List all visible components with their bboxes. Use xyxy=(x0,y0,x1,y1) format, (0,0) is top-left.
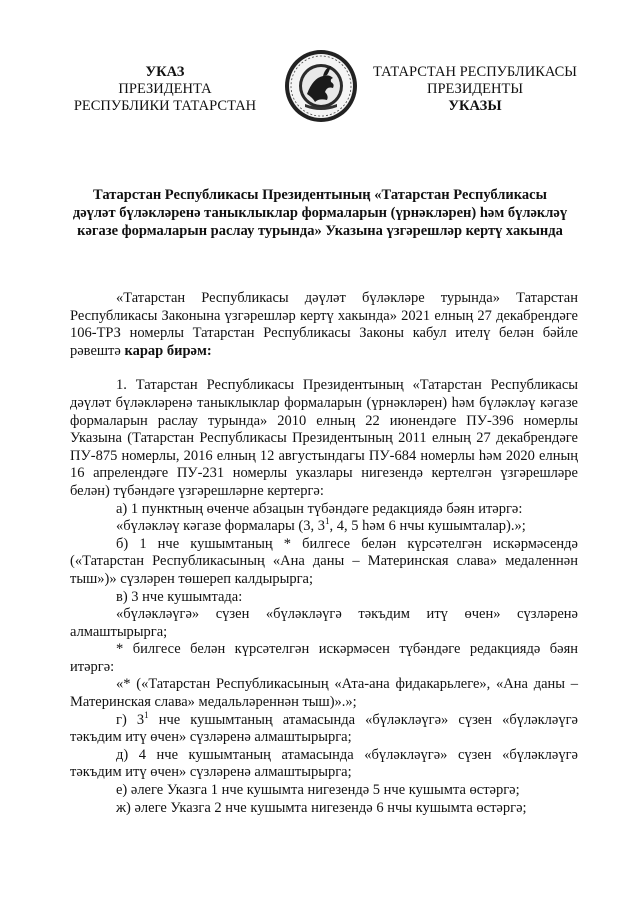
header-right-line-1: ТАТАРСТАН РЕСПУБЛИКАСЫ xyxy=(373,64,577,80)
point-v-1: «бүләкләүгә» сүзен «бүләкләүгә тәкъдим итү өчен» сүзләренә алмаштырырга; xyxy=(70,606,578,640)
point-v-3: «* («Татарстан Республикасының «Ата-ана фидакарьлеге», «Ана даны – Материнская слава» медальләреннән тыш)».»; xyxy=(70,676,578,711)
decree-title: Татарстан Республикасы Президентының «Татарстан Республикасы дәүләт бүләкләренә таныклыклар формаларын (үрнәкләрен) һәм бүләкләү кәгазе формаларын раслау турында» Указына үзгәрешләр кертү хакында xyxy=(72,187,568,239)
point-g-pre: г) 3 xyxy=(116,711,145,728)
point-g-sup: 1 xyxy=(144,709,149,720)
header-left-line-2: ПРЕЗИДЕНТА xyxy=(118,81,212,97)
point-g xyxy=(70,709,578,747)
point-d: д) 4 нче кушымтаның атамасында «бүләкләүгә» сүзен «бүләкләүгә тәкъдим итү өчен» сүзләренә алмаштырырга; xyxy=(70,746,578,781)
header-left-line-1: УКАЗ xyxy=(145,64,185,80)
intro-bold: карар бирәм: xyxy=(124,342,212,359)
intro-text: «Татарстан Республикасы дәүләт бүләкләре турында» Татарстан Республикасы Законына үзгәрешләр кертү хакында» 2021 елның 27 декабрендәге 106-ТРЗ номерлы Татарстан Республикасы Законы кабул ителү белән бәйле рәвештә xyxy=(70,290,578,359)
header-left-russian xyxy=(60,64,270,115)
decree-body xyxy=(70,290,578,817)
point-v: в) 3 нче кушымтада: xyxy=(116,588,243,605)
point-a-quote-pre: «бүләкләү кәгазе формалары (3, 3 xyxy=(116,518,325,535)
point-e: е) әлеге Указга 1 нче кушымта нигезендә 5 нче кушымта өстәргә; xyxy=(116,782,520,799)
intro-paragraph xyxy=(70,290,578,360)
point-a-quote xyxy=(70,518,578,536)
header-left-line-3: РЕСПУБЛИКИ ТАТАРСТАН xyxy=(73,98,257,114)
point-zh: ж) әлеге Указга 2 нче кушымта нигезендә 6 нчы кушымта өстәргә; xyxy=(116,799,527,816)
point-a: а) 1 пунктның өченче абзацын түбәндәге редакциядә бәян итәргә: xyxy=(116,500,523,517)
point-1: 1. Татарстан Республикасы Президентының «Татарстан Республикасы дәүләт бүләкләренә таныклыклар формаларын (үрнәкләрен) һәм бүләкләү кәгазе формаларын раслау турында» 2010 елның 22 июнендәге ПУ-396 номерлы Указына (Татарстан Республикасы Президентының 2011 елның 27 декабрендәге ПУ-875 номерлы, 2016 елның 12 августындагы ПУ-684 номерлы һәм 2020 елның 16 апрелендәге ПУ-231 номерлы указлары нигезендә кертелгән үзгәрешләре белән) түбәндәге үзгәрешләрне кертергә: xyxy=(70,377,578,499)
header-right-line-2: ПРЕЗИДЕНТЫ xyxy=(426,81,524,97)
point-a-quote-sup: 1 xyxy=(324,516,330,527)
tatarstan-coat-of-arms-icon xyxy=(283,48,359,124)
point-g-post: нче кушымтаның атамасында «бүләкләүгә» сүзен «бүләкләүгә тәкъдим итү өчен» сүзләренә алмаштырырга; xyxy=(70,711,578,746)
point-b: б) 1 нче кушымтаның * билгесе белән күрсәтелгән искәрмәсендә («Татарстан Республикасының «Ана даны – Материнская слава» медаленнән тыш»)» сүзләрен төшереп калдырырга; xyxy=(70,535,578,587)
header-right-tatar xyxy=(360,64,590,115)
header-right-line-3: УКАЗЫ xyxy=(448,98,502,114)
point-v-2: * билгесе белән күрсәтелгән искәрмәсен түбәндәге редакциядә бәян итәргә: xyxy=(70,641,578,675)
point-a-quote-post: , 4, 5 һәм 6 нчы кушымталар).»; xyxy=(329,518,526,535)
